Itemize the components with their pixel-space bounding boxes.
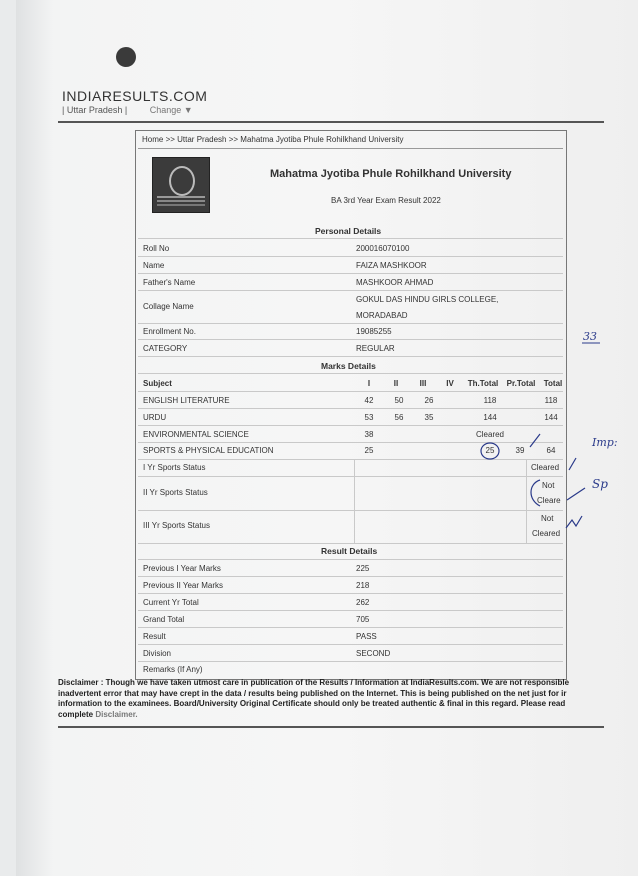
sports-status-label: II Yr Sports Status	[143, 488, 208, 497]
subject-name: URDU	[143, 413, 167, 422]
university-logo-icon	[152, 157, 210, 213]
disclaimer-link[interactable]: Disclaimer.	[95, 709, 138, 719]
sports-status-label: I Yr Sports Status	[143, 463, 206, 472]
prev-1-label: Previous I Year Marks	[143, 564, 221, 573]
mark-pr-total: 39	[515, 446, 525, 455]
name-label: Name	[143, 261, 165, 270]
personal-details-heading: Personal Details	[315, 226, 382, 236]
category-label: CATEGORY	[143, 344, 188, 353]
division-value: SECOND	[356, 649, 391, 658]
mark-i: 38	[364, 430, 374, 439]
site-location	[62, 105, 193, 115]
col-total: Total	[543, 379, 563, 388]
university-name: Mahatma Jyotiba Phule Rohilkhand University	[270, 168, 512, 180]
mark-total: 144	[544, 413, 558, 422]
subject-name: SPORTS & PHYSICAL EDUCATION	[143, 446, 274, 455]
sports-status-value: Not	[541, 514, 554, 523]
ink-note-33: 33	[583, 330, 597, 343]
mark-i: 53	[364, 413, 374, 422]
current-total-value: 262	[356, 598, 370, 607]
mark-total: 64	[546, 446, 556, 455]
sports-status-value-2: Cleare	[537, 496, 561, 505]
disclaimer: Disclaimer : Though we have taken utmost care in publication of the Results / Information at IndiaResults.com. We are not responsible inadvertent error that may have crept in the data / results being published on the Internet. This is being published on the net just for ir information to the examinees. Board/University Original Certificate should only be treated authentic & final in this regard. Please read complete Disclaimer.	[58, 678, 570, 719]
remarks-label: Remarks (If Any)	[143, 665, 203, 674]
mark-iii: 26	[424, 396, 434, 405]
punch-hole	[116, 47, 136, 67]
enrollment-value: 19085255	[356, 327, 392, 336]
grand-total-label: Grand Total	[143, 615, 185, 624]
mark-ii: 50	[394, 396, 404, 405]
col-iii: III	[419, 379, 427, 388]
change-state-link[interactable]: Change ▼	[149, 105, 193, 115]
prev-2-value: 218	[356, 581, 370, 590]
header-rule	[58, 121, 604, 123]
subject-name: ENGLISH LITERATURE	[143, 396, 230, 405]
father-name-value: MASHKOOR AHMAD	[356, 278, 434, 287]
college-name-value-2: MORADABAD	[356, 311, 408, 320]
exam-title: BA 3rd Year Exam Result 2022	[331, 196, 441, 205]
prev-2-label: Previous II Year Marks	[143, 581, 224, 590]
mark-th-total: 144	[483, 413, 497, 422]
mark-i: 25	[364, 446, 374, 455]
father-name-label: Father's Name	[143, 278, 196, 287]
site-logo[interactable]: INDIARESULTS.COM	[62, 88, 208, 104]
col-iv: IV	[446, 379, 454, 388]
col-pr-total: Pr.Total	[506, 379, 536, 388]
breadcrumb: Home >> Uttar Pradesh >> Mahatma Jyotiba Phule Rohilkhand University	[142, 135, 404, 144]
name-value: FAIZA MASHKOOR	[356, 261, 427, 270]
col-ii: II	[393, 379, 399, 388]
subject-name: ENVIRONMENTAL SCIENCE	[143, 430, 249, 439]
sports-status-label: III Yr Sports Status	[143, 521, 210, 530]
mark-th-total: Cleared	[475, 430, 504, 439]
ink-note-sp: Sp	[592, 477, 608, 491]
mark-th-total: 25	[485, 446, 495, 455]
mark-iii: 35	[424, 413, 434, 422]
roll-no-label: Roll No	[143, 244, 170, 253]
col-th-total: Th.Total	[467, 379, 499, 388]
college-name-value: GOKUL DAS HINDU GIRLS COLLEGE,	[356, 295, 499, 304]
result-label: Result	[143, 632, 166, 641]
sports-status-value-2: Cleared	[532, 529, 561, 538]
roll-no-value: 200016070100	[356, 244, 410, 253]
result-value: PASS	[356, 632, 377, 641]
mark-ii: 56	[394, 413, 404, 422]
division-label: Division	[143, 649, 172, 658]
marks-details-heading: Marks Details	[321, 361, 376, 371]
enrollment-label: Enrollment No.	[143, 327, 196, 336]
divider	[138, 148, 563, 149]
result-details-heading: Result Details	[321, 546, 378, 556]
col-subject: Subject	[143, 379, 172, 388]
college-name-label: Collage Name	[143, 302, 194, 311]
ink-note-imp: Imp:	[592, 436, 618, 449]
mark-total: 118	[544, 396, 558, 405]
category-value: REGULAR	[356, 344, 395, 353]
current-total-label: Current Yr Total	[143, 598, 199, 607]
prev-1-value: 225	[356, 564, 370, 573]
footer-rule	[58, 726, 604, 728]
sports-status-value: Cleared	[531, 463, 560, 472]
state-label: | Uttar Pradesh |	[62, 105, 128, 115]
mark-i: 42	[364, 396, 374, 405]
sports-status-value: Not	[542, 481, 555, 490]
grand-total-value: 705	[356, 615, 370, 624]
col-i: I	[367, 379, 371, 388]
mark-th-total: 118	[483, 396, 497, 405]
